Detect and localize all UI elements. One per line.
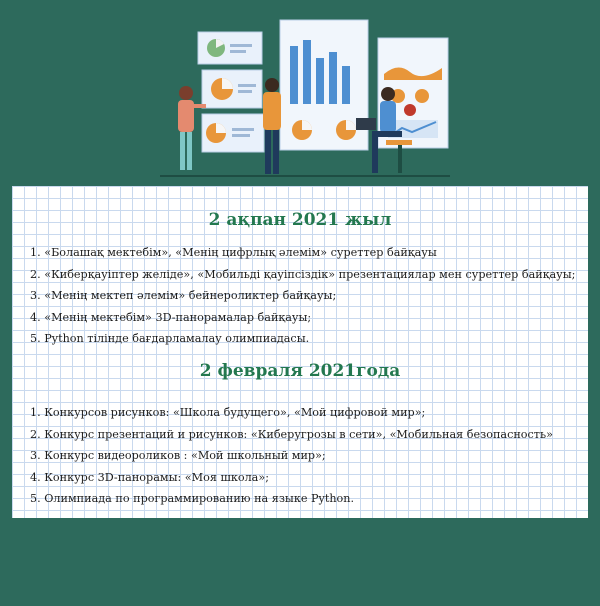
list-item: 3. Конкурс видеороликов : «Мой школьный мир»; [30, 449, 326, 463]
list-item: 3. «Менің мектеп әлемім» бейнероликтер байқауы; [30, 289, 337, 303]
list-item: 2. «Киберқауіптер желіде», «Мобильді қауіпсіздік» презентациялар мен суреттер байқауы; [30, 267, 576, 281]
pie-card-top [198, 32, 262, 64]
kazakh-event-list [30, 242, 578, 350]
bar-chart-board [280, 20, 368, 150]
grid-paper-panel [12, 186, 588, 518]
list-item: 1. «Болашақ мектебім», «Менің цифрлық әлемім» суреттер байқауы [30, 246, 437, 259]
pie-card-bottom [202, 114, 264, 152]
list-item: 5. Python тілінде бағдарламалау олимпиадасы. [30, 332, 310, 346]
list-item: 2. Конкурс презентаций и рисунков: «Киберугрозы в сети», «Мобильная безопасность» [30, 427, 553, 441]
pie-card-middle [202, 70, 262, 108]
list-item: 4. «Менің мектебім» 3D-панорамалар байқауы; [30, 310, 312, 324]
russian-event-list [30, 402, 578, 510]
list-item: 4. Конкурс 3D-панорамы: «Моя школа»; [30, 470, 269, 484]
man-figure [263, 78, 281, 174]
list-item: 1. Конкурсов рисунков: «Школа будущего», «Мой цифровой мир»; [30, 406, 426, 419]
list-item: 5. Олимпиада по программированию на языке Python. [30, 492, 355, 506]
kazakh-date-heading: 2 ақпан 2021 жыл [208, 210, 392, 230]
russian-date-heading: 2 февраля 2021года [199, 361, 401, 381]
data-analytics-illustration [150, 0, 460, 185]
